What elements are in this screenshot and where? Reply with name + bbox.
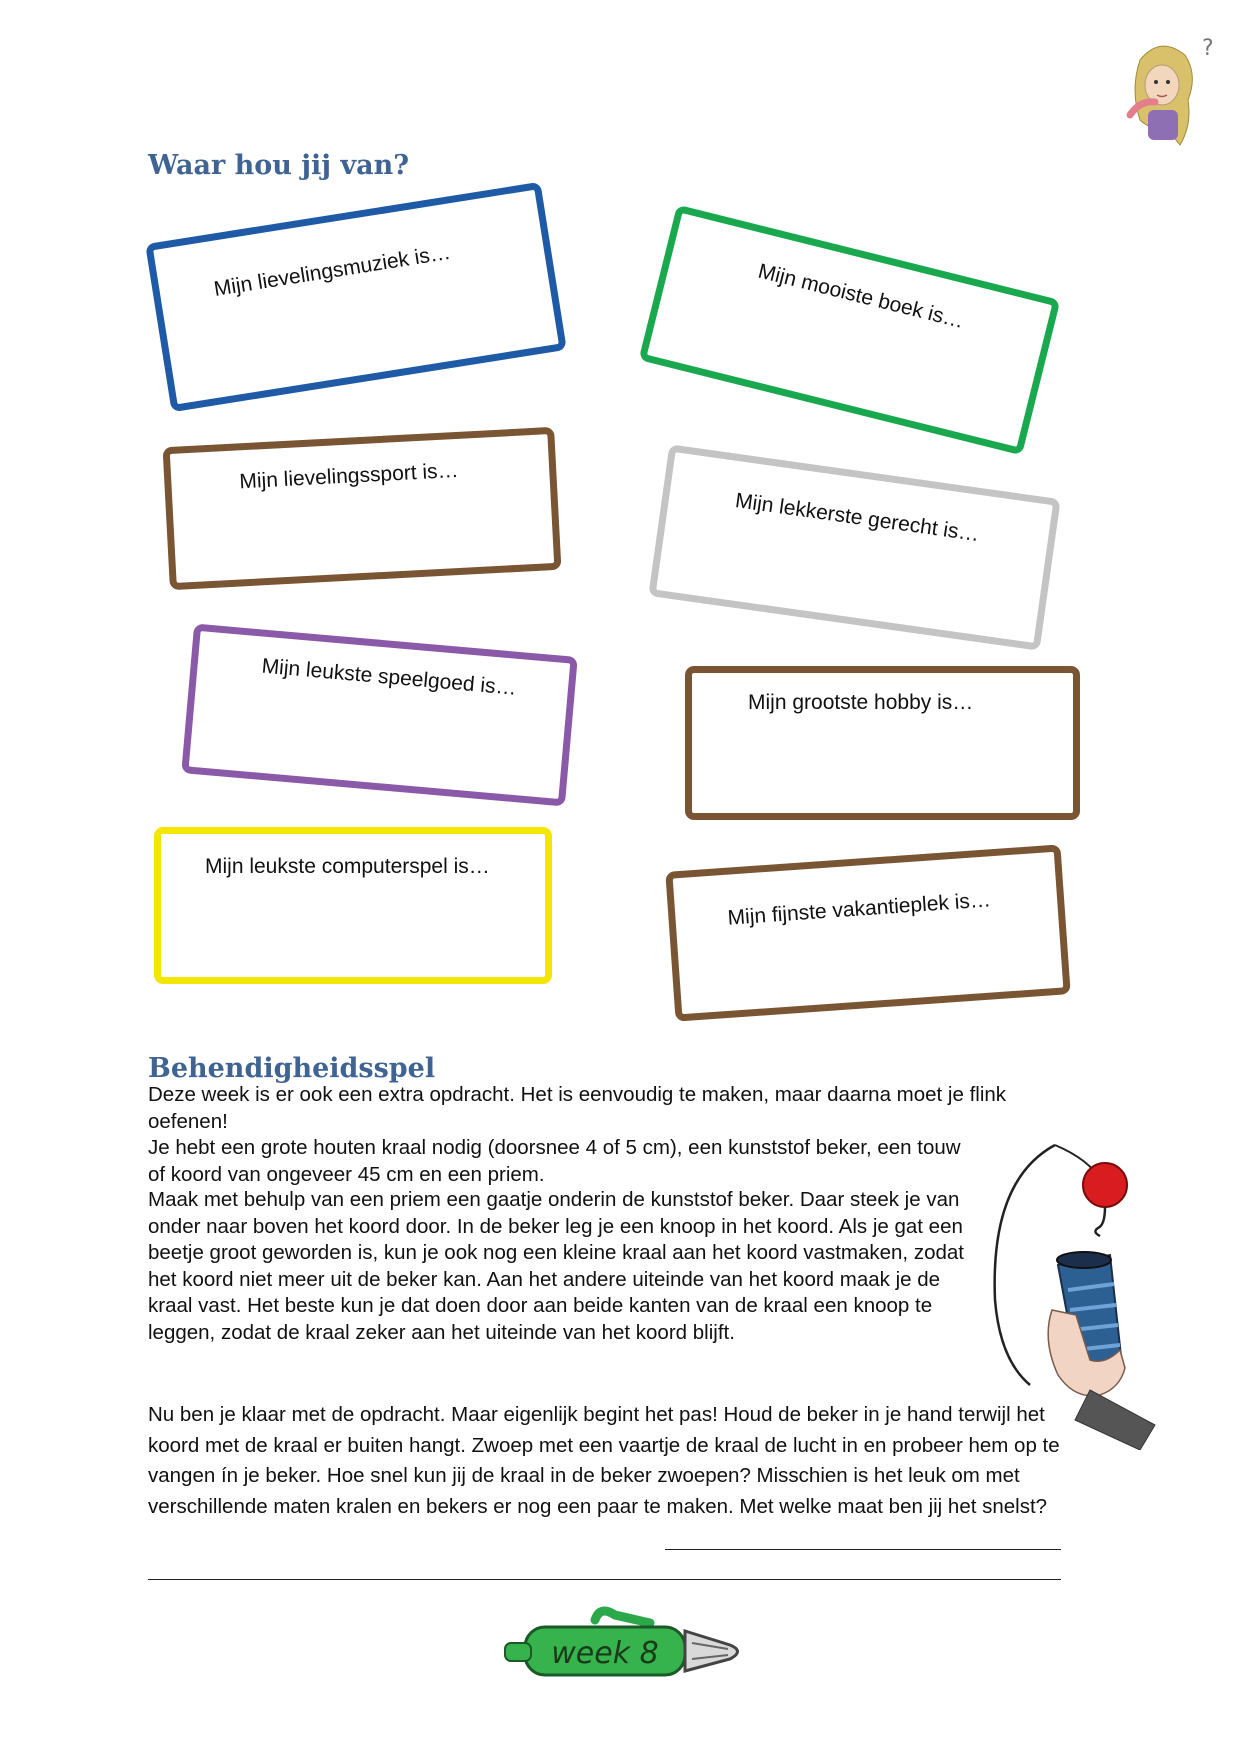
- week-label: week 8: [551, 1636, 659, 1671]
- card-label: Mijn mooiste boek is…: [755, 259, 967, 334]
- paragraph-play: Nu ben je klaar met de opdracht. Maar eigenlijk begint het pas! Houd de beker in je hand terwijl het koord met de kraal er buiten hangt. Zwoep met een vaartje de kraal de lucht in en probeer hem op te vangen ín je beker. Hoe snel kun jij de kraal in de beker zwoepen? Misschien is het leuk om met verschillende maten kralen en bekers er nog een paar te maken. Met welke maat ben jij het snelst?: [148, 1403, 1060, 1518]
- card-hobby[interactable]: [685, 666, 1080, 820]
- card-label: Mijn leukste computerspel is…: [205, 855, 490, 878]
- card-label: Mijn lievelingsmuziek is…: [212, 240, 453, 301]
- card-book[interactable]: [639, 205, 1061, 456]
- section-heading-favorites: Waar hou jij van?: [148, 150, 410, 181]
- card-holiday[interactable]: [665, 844, 1070, 1021]
- answer-line-1[interactable]: [665, 1549, 1061, 1550]
- green-pen-icon: [500, 1605, 750, 1685]
- card-label: Mijn grootste hobby is…: [748, 691, 974, 714]
- section-heading-game: Behendigheidsspel: [148, 1053, 436, 1084]
- paragraph-instructions: Maak met behulp van een priem een gaatje onderin de kunststof beker. Daar steek je van onder naar boven het koord door. In de beker leg je een knoop in het koord. Als je gat een beetje groot geworden is, kun je ook nog een kleine kraal aan het koord vastmaken, zodat het koord niet meer uit de beker kan. Aan het andere uiteinde van het koord maak je de kraal vast. Het beste kun je dat doen door aan beide kanten van de kraal een knoop te leggen, zodat de kraal zeker aan het uiteinde van het koord blijft.: [148, 1188, 964, 1344]
- cup-and-ball-icon: [980, 1140, 1170, 1450]
- svg-text:?: ?: [1202, 36, 1214, 61]
- card-computergame[interactable]: [154, 827, 552, 984]
- answer-line-2[interactable]: [148, 1579, 1061, 1580]
- card-toy[interactable]: [181, 624, 578, 807]
- thinking-girl-icon: [1110, 30, 1220, 150]
- card-label: Mijn fijnste vakantieplek is…: [726, 888, 992, 930]
- card-label: Mijn leukste speelgoed is…: [260, 654, 518, 700]
- paragraph-materials: Je hebt een grote houten kraal nodig (doorsnee 4 of 5 cm), een kunststof beker, een touw of koord van ongeveer 45 cm en een priem.: [148, 1136, 961, 1186]
- card-music[interactable]: [145, 182, 567, 412]
- card-label: Mijn lekkerste gerecht is…: [733, 489, 981, 547]
- card-label: Mijn lievelingssport is…: [238, 458, 460, 494]
- card-sport[interactable]: [163, 427, 562, 590]
- card-food[interactable]: [648, 444, 1060, 650]
- paragraph-intro: Deze week is er ook een extra opdracht. Het is eenvoudig te maken, maar daarna moet je flink oefenen!: [148, 1083, 1007, 1133]
